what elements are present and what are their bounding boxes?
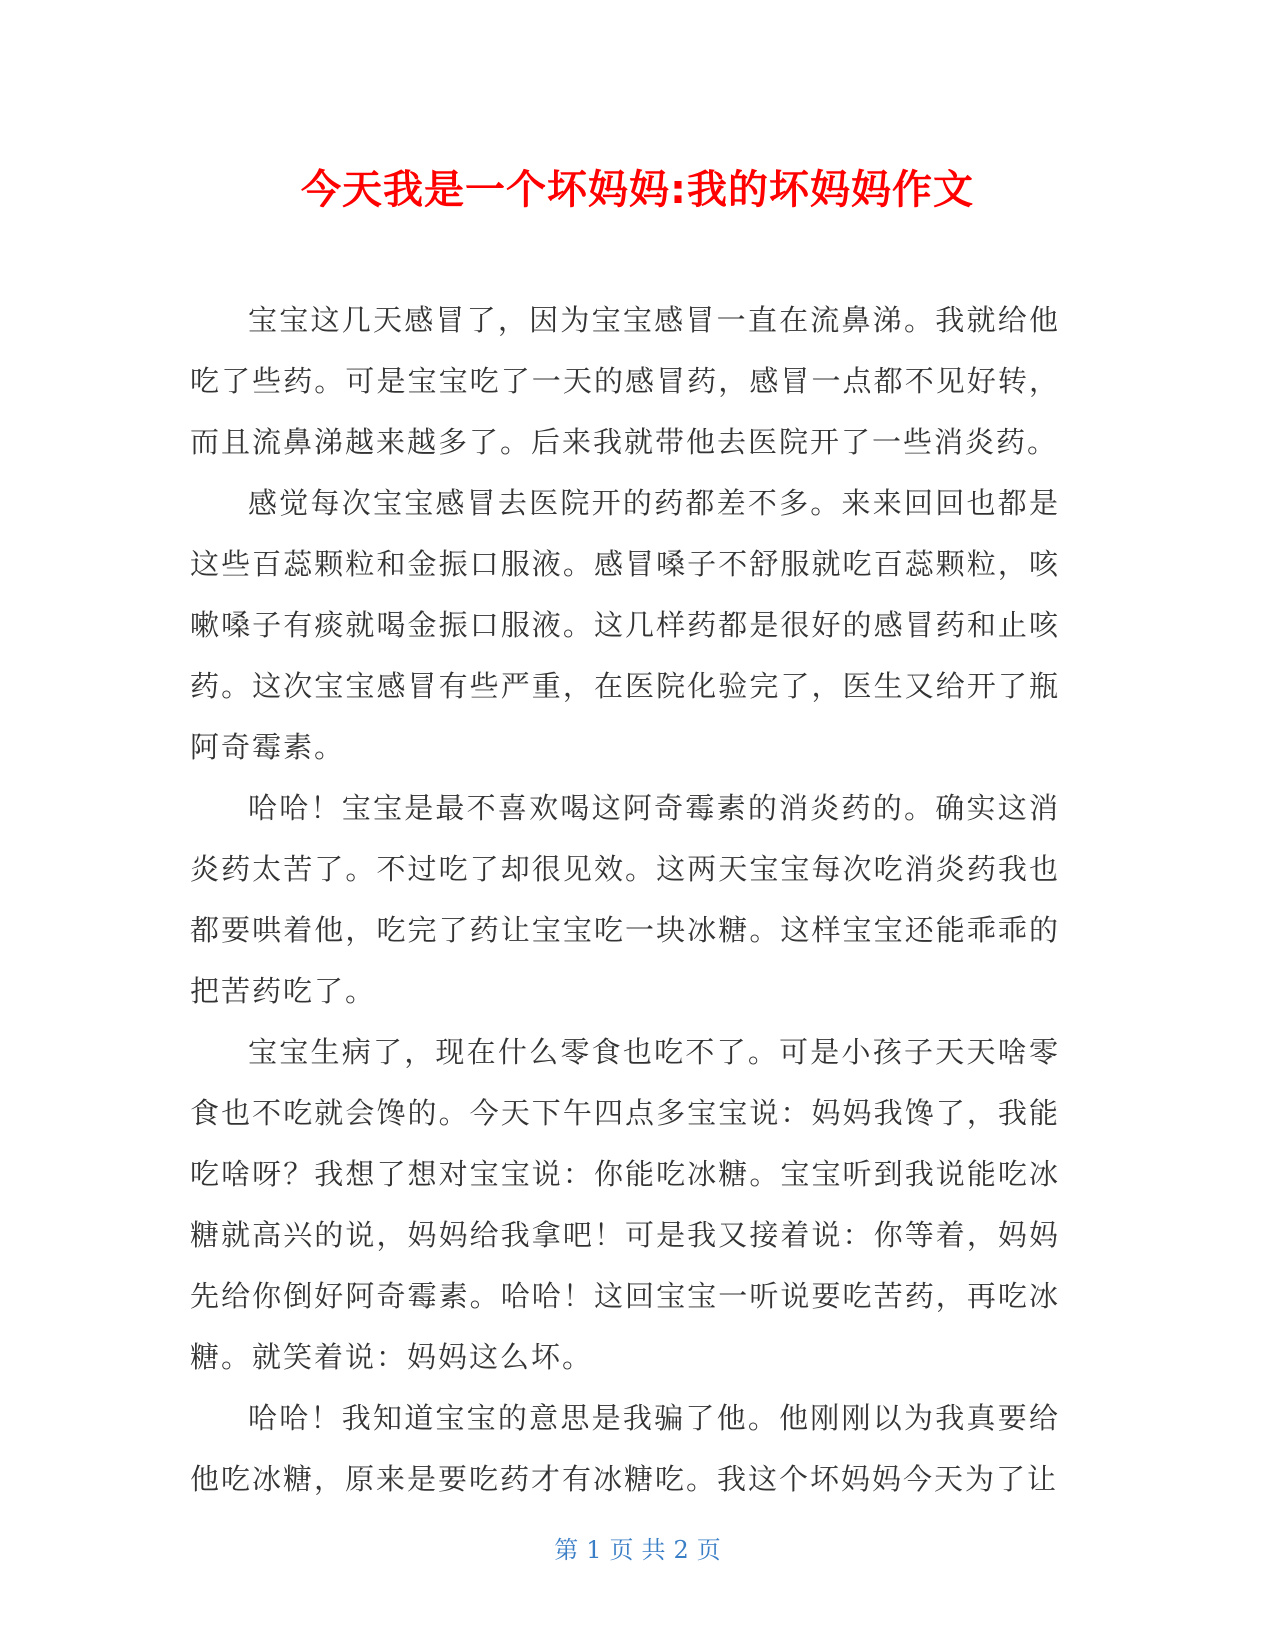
- paragraph-4: 宝宝生病了，现在什么零食也吃不了。可是小孩子天天啥零食也不吃就会馋的。今天下午四点多宝宝说：妈妈我馋了，我能吃啥呀？我想了想对宝宝说：你能吃冰糖。宝宝听到我说能吃冰糖就高兴的说，妈妈给我拿吧！可是我又接着说：你等着，妈妈先给你倒好阿奇霉素。哈哈！这回宝宝一听说要吃苦药，再吃冰糖。就笑着说：妈妈这么坏。: [190, 1035, 1060, 1374]
- current-page-number: 1: [586, 1536, 602, 1564]
- paragraph-2: 感觉每次宝宝感冒去医院开的药都差不多。来来回回也都是这些百蕊颗粒和金振口服液。感冒嗓子不舒服就吃百蕊颗粒，咳嗽嗓子有痰就喝金振口服液。这几样药都是很好的感冒药和止咳药。这次宝宝感冒有些严重，在医院化验完了，医生又给开了瓶阿奇霉素。: [190, 486, 1060, 764]
- paragraph-3: 哈哈！宝宝是最不喜欢喝这阿奇霉素的消炎药的。确实这消炎药太苦了。不过吃了却很见效。这两天宝宝每次吃消炎药我也都要哄着他，吃完了药让宝宝吃一块冰糖。这样宝宝还能乖乖的把苦药吃了。: [190, 791, 1060, 1008]
- paragraph-1: 宝宝这几天感冒了，因为宝宝感冒一直在流鼻涕。我就给他吃了些药。可是宝宝吃了一天的感冒药，感冒一点都不见好转，而且流鼻涕越来越多了。后来我就带他去医院开了一些消炎药。: [190, 303, 1060, 459]
- footer-word-di: 第: [554, 1536, 579, 1564]
- paragraph-5: 哈哈！我知道宝宝的意思是我骗了他。他刚刚以为我真要给他吃冰糖，原来是要吃药才有冰糖吃。我这个坏妈妈今天为了让: [190, 1401, 1060, 1496]
- document-title: 今天我是一个坏妈妈:我的坏妈妈作文: [301, 167, 974, 213]
- footer-word-ye-2: 页: [696, 1536, 721, 1564]
- total-pages-number: 2: [673, 1536, 689, 1564]
- document-body: [190, 290, 1060, 1510]
- footer-word-gong: 共: [641, 1536, 666, 1564]
- page-number-footer: [0, 1534, 1275, 1566]
- footer-word-ye: 页: [609, 1536, 634, 1564]
